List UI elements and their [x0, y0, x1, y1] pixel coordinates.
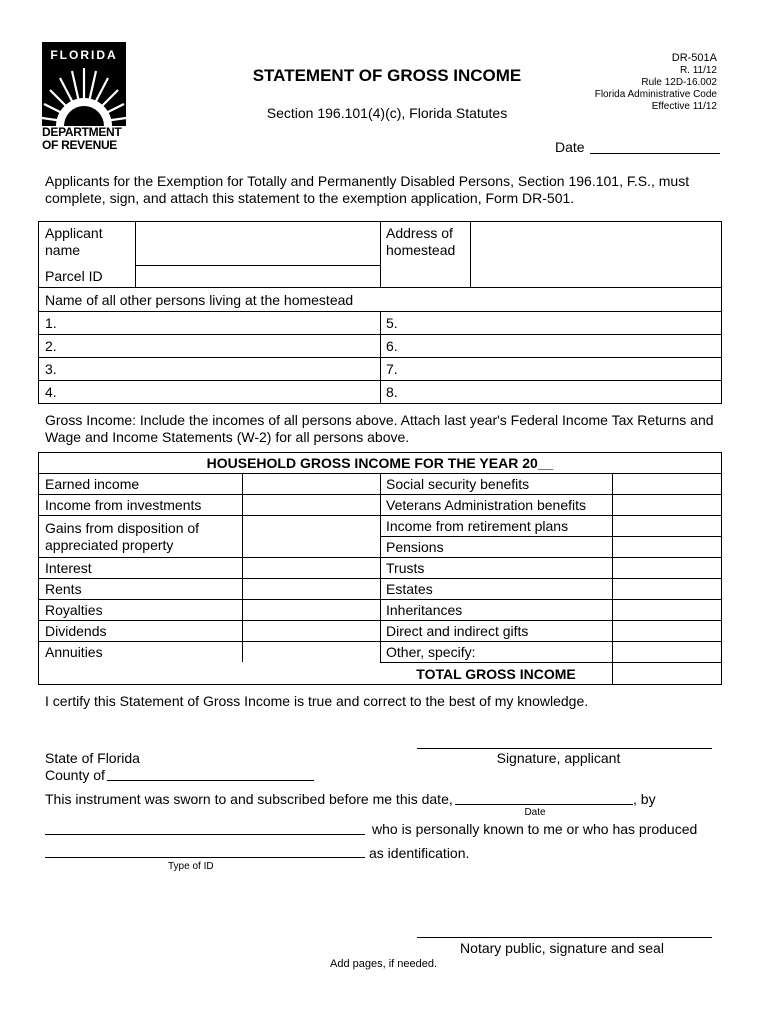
- date-field[interactable]: [590, 153, 720, 154]
- applicant-name-field[interactable]: [136, 222, 379, 264]
- sunburst-icon: [42, 68, 126, 126]
- form-effective: Effective 11/12: [651, 101, 717, 112]
- florida-dor-logo: [42, 42, 126, 154]
- logo-dept: DEPARTMENT OF REVENUE: [42, 125, 122, 152]
- earned-income-label: Earned income: [45, 476, 140, 492]
- parcel-id-label: Parcel ID: [45, 268, 103, 284]
- personally-known-field[interactable]: [45, 834, 365, 835]
- gifts-label: Direct and indirect gifts: [386, 623, 529, 639]
- logo-word: FLORIDA: [50, 48, 118, 62]
- income-investments-label: Income from investments: [45, 497, 202, 513]
- form-code: Florida Administrative Code: [594, 89, 717, 100]
- sworn-date-field[interactable]: [455, 804, 633, 805]
- income-table-header: HOUSEHOLD GROSS INCOME FOR THE YEAR 20__: [206, 455, 554, 471]
- county-label: County of: [45, 767, 105, 783]
- person-4[interactable]: 4.: [45, 384, 57, 400]
- trusts-label: Trusts: [386, 560, 425, 576]
- form-info: [595, 52, 717, 113]
- identification-text: as identification.: [369, 845, 470, 861]
- person-1[interactable]: 1.: [45, 315, 57, 331]
- veterans-label: Veterans Administration benefits: [386, 497, 587, 513]
- parcel-id-field[interactable]: [136, 266, 379, 286]
- signature-applicant-label: Signature, applicant: [496, 750, 621, 766]
- royalties-label: Royalties: [45, 602, 103, 618]
- intro-text: Applicants for the Exemption for Totally and Permanently Disabled Persons, Section 196.101, F.S., must complete, sign, and attach this statement to the exemption application, Form DR-501.: [45, 173, 690, 206]
- total-amount-field[interactable]: [613, 663, 721, 684]
- person-2[interactable]: 2.: [45, 338, 57, 354]
- type-of-id-caption: Type of ID: [168, 861, 214, 872]
- retirement-plans-label: Income from retirement plans: [386, 518, 569, 534]
- persons-header: Name of all other persons living at the homestead: [45, 292, 354, 308]
- applicant-signature-line[interactable]: [417, 748, 712, 749]
- county-field[interactable]: [107, 780, 314, 781]
- address-label: Address of homestead: [386, 225, 456, 258]
- other-specify-label: Other, specify:: [386, 644, 476, 660]
- address-field[interactable]: [471, 222, 721, 286]
- person-3[interactable]: 3.: [45, 361, 57, 377]
- identification-field[interactable]: [45, 857, 365, 858]
- social-security-label: Social security benefits: [386, 476, 530, 492]
- form-revision: R. 11/12: [679, 65, 717, 76]
- inheritances-label: Inheritances: [386, 602, 463, 618]
- state-label: State of Florida: [45, 750, 140, 766]
- pensions-label: Pensions: [386, 539, 444, 555]
- right-amount-column[interactable]: [613, 474, 721, 661]
- person-7[interactable]: 7.: [386, 361, 398, 377]
- interest-label: Interest: [45, 560, 92, 576]
- person-6[interactable]: 6.: [386, 338, 398, 354]
- person-8[interactable]: 8.: [386, 384, 398, 400]
- applicant-name-label: Applicant name: [45, 225, 103, 258]
- rents-label: Rents: [45, 581, 82, 597]
- page-subtitle: Section 196.101(4)(c), Florida Statutes: [266, 105, 508, 121]
- form-id: DR-501A: [671, 52, 717, 64]
- sworn-text: This instrument was sworn to and subscribed before me this date,: [45, 791, 453, 807]
- form-rule: Rule 12D-16.002: [641, 77, 717, 88]
- gross-income-note: Gross Income: Include the incomes of all persons above. Attach last year's Federal Income Tax Returns and Wage and Income Statements (W-2) for all persons above.: [45, 412, 714, 445]
- left-amount-column[interactable]: [243, 474, 379, 661]
- date-label: Date: [555, 139, 585, 155]
- gains-label-line1: Gains from disposition of: [45, 520, 200, 536]
- notary-signature-line[interactable]: [417, 937, 712, 938]
- person-5[interactable]: 5.: [386, 315, 398, 331]
- page-title: STATEMENT OF GROSS INCOME: [252, 66, 522, 85]
- certification-text: I certify this Statement of Gross Income is true and correct to the best of my knowledge.: [45, 693, 589, 709]
- gains-label-line2: appreciated property: [45, 537, 174, 553]
- personally-known-text: who is personally known to me or who has produced: [372, 821, 698, 837]
- date-caption: Date: [524, 807, 546, 818]
- add-pages-note: Add pages, if needed.: [330, 958, 438, 970]
- estates-label: Estates: [386, 581, 433, 597]
- by-text: , by: [633, 791, 656, 807]
- dividends-label: Dividends: [45, 623, 107, 639]
- notary-label: Notary public, signature and seal: [460, 940, 664, 956]
- annuities-label: Annuities: [45, 644, 103, 660]
- total-gross-income-label: TOTAL GROSS INCOME: [416, 666, 576, 682]
